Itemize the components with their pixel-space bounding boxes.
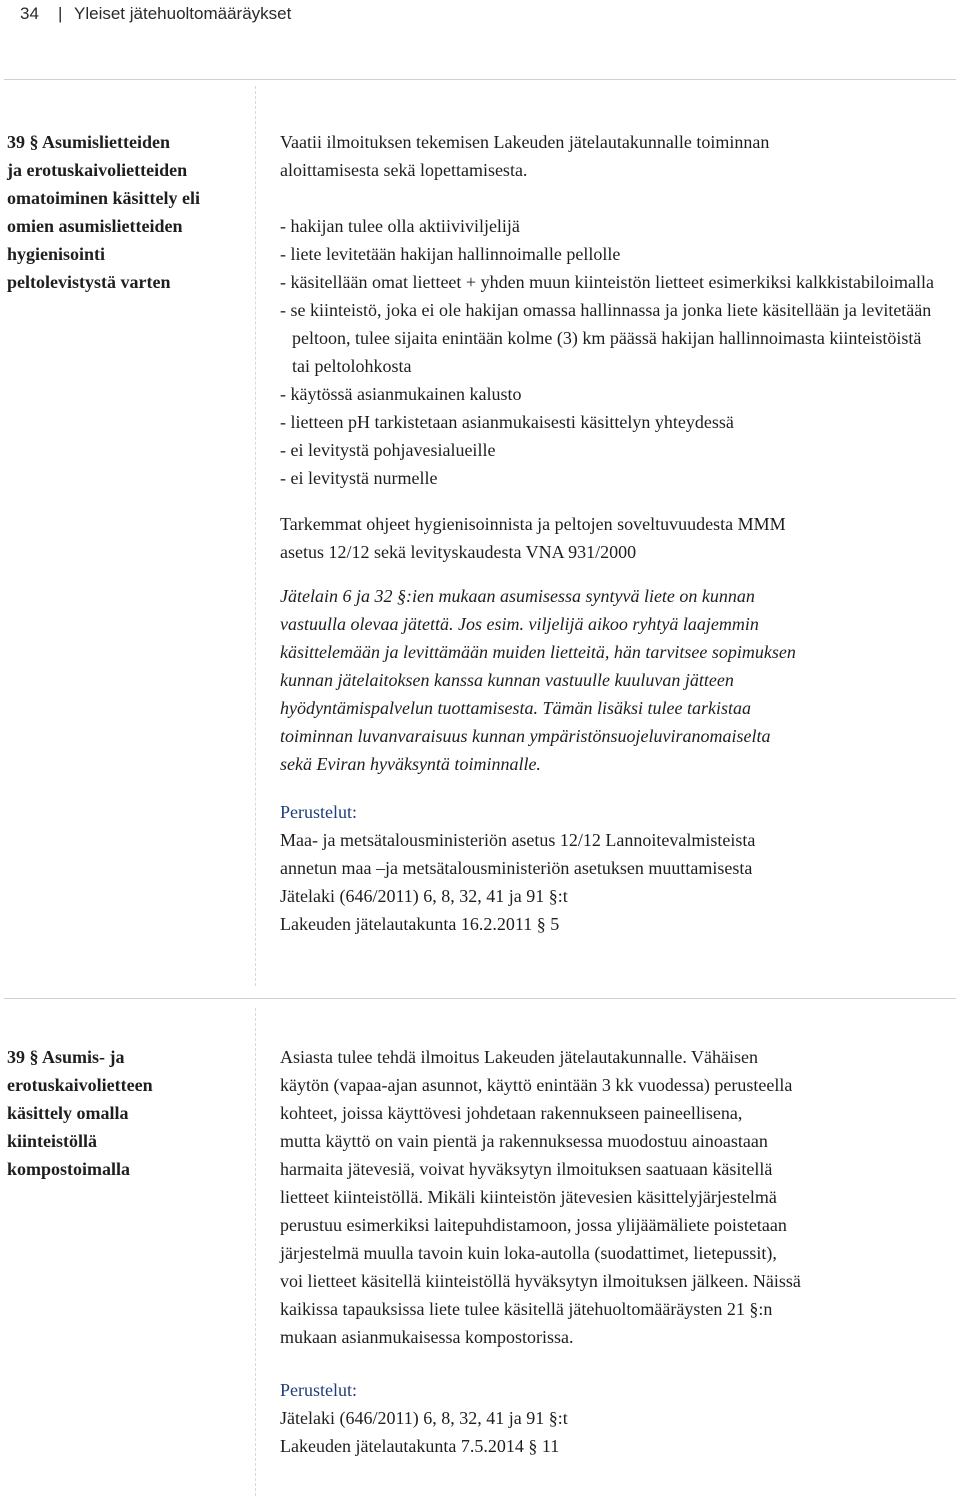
body-line: perustuu esimerkiksi laitepuhdistamoon, jossa ylijäämäliete poistetaan [280, 1215, 787, 1235]
section2-title-line: kiinteistöllä [7, 1131, 98, 1151]
body-line: voi lietteet käsitellä kiinteistöllä hyväksytyn ilmoituksen jälkeen. Näissä [280, 1271, 801, 1291]
body-line: mukaan asianmukaisessa kompostorissa. [280, 1327, 574, 1347]
section1-perustelut [280, 826, 940, 938]
section1-title-line: ja erotuskaivolietteiden [7, 160, 188, 180]
section1-intro [280, 128, 940, 184]
guidance-paragraph [280, 510, 940, 566]
perustelut-line: Lakeuden jätelautakunta 16.2.2011 § 5 [280, 914, 560, 934]
body-line: harmaita jätevesiä, voivat hyväksytyn ilmoituksen saatuaan käsitellä [280, 1159, 773, 1179]
section2-perustelut-heading: Perustelut: [280, 1380, 357, 1400]
legal-note-line: vastuulla olevaa jätettä. Jos esim. viljelijä aikoo ryhtyä laajemmin [280, 614, 759, 634]
intro-line: Vaatii ilmoituksen tekemisen Lakeuden jätelautakunnalle toiminnan [280, 132, 770, 152]
perustelut-line: Jätelaki (646/2011) 6, 8, 32, 41 ja 91 §:t [280, 886, 568, 906]
requirement-item: - käytössä asianmukainen kalusto [280, 384, 522, 404]
intro-line: aloittamisesta sekä lopettamisesta. [280, 160, 528, 180]
body-line: käytön (vapaa-ajan asunnot, käyttö enintään 3 kk vuodessa) perusteella [280, 1075, 793, 1095]
section2-title-line: käsittely omalla [7, 1103, 129, 1123]
section2-perustelut [280, 1404, 940, 1460]
body-line: kohteet, joissa käyttövesi johdetaan rakennukseen paineellisena, [280, 1103, 743, 1123]
legal-note-line: toiminnan luvanvaraisuus kunnan ympäristönsuojeluviranomaiselta [280, 726, 771, 746]
page-header [0, 0, 960, 28]
legal-note-line: sekä Eviran hyväksyntä toiminnalle. [280, 754, 541, 774]
section2-title [7, 1043, 247, 1183]
page-number: 34 [20, 4, 39, 23]
body-line: lietteet kiinteistöllä. Mikäli kiinteistön jätevesien käsittelyjärjestelmä [280, 1187, 777, 1207]
requirement-item: - käsitellään omat lietteet + yhden muun kiinteistön lietteet esimerkiksi kalkkistabiloimalla [280, 272, 934, 292]
section1-title [7, 128, 247, 296]
requirement-item: - se kiinteistö, joka ei ole hakijan omassa hallinnassa ja jonka liete käsitellään ja levitetään peltoon, tulee sijaita enintään kolme (3) km päässä hakijan hallinnoimasta kiinteistöistä tai peltolohkosta [280, 300, 932, 376]
section2-title-line: erotuskaivolietteen [7, 1075, 153, 1095]
perustelut-line: Maa- ja metsätalousministeriön asetus 12/12 Lannoitevalmisteista [280, 830, 756, 850]
section2-title-line: 39 § Asumis- ja [7, 1047, 125, 1067]
section-divider [4, 998, 956, 999]
requirements-list [280, 212, 940, 492]
legal-note-line: käsittelemään ja levittämään muiden lietteitä, hän tarvitsee sopimuksen [280, 642, 796, 662]
guidance-line: Tarkemmat ohjeet hygienisoinnista ja peltojen soveltuvuudesta MMM [280, 514, 786, 534]
column-separator-1 [255, 86, 256, 986]
guidance-line: asetus 12/12 sekä levityskaudesta VNA 931/2000 [280, 542, 637, 562]
requirement-item: - liete levitetään hakijan hallinnoimalle pellolle [280, 244, 621, 264]
body-line: mutta käyttö on vain pientä ja rakennuksessa muodostuu ainoastaan [280, 1131, 768, 1151]
section1-content [280, 128, 940, 938]
section2-content [280, 1043, 940, 1460]
top-divider [4, 79, 956, 80]
section1-perustelut-heading: Perustelut: [280, 802, 357, 822]
legal-note-line: Jätelain 6 ja 32 §:ien mukaan asumisessa syntyvä liete on kunnan [280, 586, 755, 606]
header-separator: | [58, 4, 63, 23]
requirement-item: - lietteen pH tarkistetaan asianmukaisesti käsittelyn yhteydessä [280, 412, 734, 432]
body-line: Asiasta tulee tehdä ilmoitus Lakeuden jätelautakunnalle. Vähäisen [280, 1047, 759, 1067]
legal-note-line: hyödyntämispalvelun tuottamisesta. Tämän lisäksi tulee tarkistaa [280, 698, 751, 718]
perustelut-line: annetun maa –ja metsätalousministeriön asetuksen muuttamisesta [280, 858, 753, 878]
perustelut-line: Jätelaki (646/2011) 6, 8, 32, 41 ja 91 §:t [280, 1408, 568, 1428]
column-separator-2 [255, 1008, 256, 1496]
section1-title-line: omatoiminen käsittely eli [7, 188, 200, 208]
section1-title-line: peltolevistystä varten [7, 272, 171, 292]
requirement-item: - ei levitystä pohjavesialueille [280, 440, 496, 460]
section1-title-line: 39 § Asumislietteiden [7, 132, 171, 152]
body-line: kaikissa tapauksissa liete tulee käsitellä jätehuoltomääräysten 21 §:n [280, 1299, 773, 1319]
section1-title-line: hygienisointi [7, 244, 106, 264]
section2-title-line: kompostoimalla [7, 1159, 131, 1179]
requirement-item: - hakijan tulee olla aktiiviviljelijä [280, 216, 520, 236]
section1-title-line: omien asumislietteiden [7, 216, 183, 236]
requirement-item: - ei levitystä nurmelle [280, 468, 438, 488]
section2-body [280, 1043, 940, 1351]
legal-note-line: kunnan jätelaitoksen kanssa kunnan vastuulle kuuluvan jätteen [280, 670, 734, 690]
perustelut-line: Lakeuden jätelautakunta 7.5.2014 § 11 [280, 1436, 560, 1456]
body-line: järjestelmä muulla tavoin kuin loka-autolla (suodattimet, lietepussit), [280, 1243, 777, 1263]
legal-note-paragraph [280, 582, 940, 778]
header-title: Yleiset jätehuoltomääräykset [74, 4, 292, 23]
